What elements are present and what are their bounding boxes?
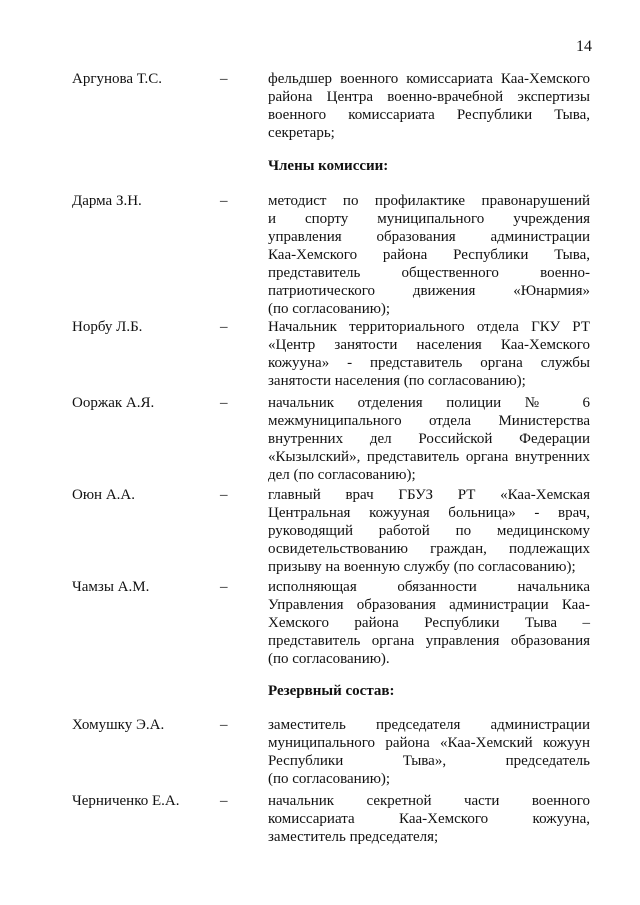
description-line: главный врач ГБУЗ РТ «Каа-Хемская [268,487,590,503]
person-name: Чамзы А.М. [72,579,150,595]
dash: – [220,717,228,733]
description-line: начальник секретной части военного [268,793,590,809]
description-line: (по согласованию); [268,771,391,787]
description-line: управления образования администрации [268,229,590,245]
description-line: и спорту муниципального учреждения [268,211,590,227]
description-line: руководящий работой по медицинскому [268,523,590,539]
person-description [268,578,590,668]
description-line: занятости населения (по согласованию); [268,373,526,389]
page-number: 14 [576,38,592,55]
description-line: освидетельствованию граждан, подлежащих [268,541,590,557]
dash: – [220,395,228,411]
person-name: Черниченко Е.А. [72,793,180,809]
description-line: «Центр занятости населения Каа-Хемского [268,337,590,353]
description-line: представитель общественного военно- [268,265,590,281]
description-line: (по согласованию). [268,651,390,667]
description-line: заместитель председателя; [268,829,439,845]
description-line: Управления образования администрации Каа- [268,597,590,613]
person-name: Аргунова Т.С. [72,71,162,87]
dash: – [220,319,228,335]
description-line: Хемского района Республики Тыва – [268,615,590,631]
description-line: секретарь; [268,125,335,141]
dash: – [220,71,228,87]
description-line: дел (по согласованию); [268,467,416,483]
description-line: призыву на военную службу (по согласованию); [268,559,576,575]
person-name: Хомушку Э.А. [72,717,165,733]
person-name: Оюн А.А. [72,487,135,503]
description-line: внутренних дел Российской Федерации [268,431,590,447]
person-description [268,486,590,576]
description-line: района Центра военно-врачебной экспертизы [268,89,590,105]
description-line: межмуниципального отдела Министерства [268,413,590,429]
person-description [268,192,590,318]
person-description [268,70,590,142]
description-line: военного комиссариата Республики Тыва, [268,107,590,123]
description-line: (по согласованию); [268,301,391,317]
person-description [268,394,590,484]
person-name: Дарма З.Н. [72,193,142,209]
description-line: методист по профилактике правонарушений [268,193,590,209]
description-line: исполняющая обязанности начальника [268,579,590,595]
description-line: начальник отделения полиции № 6 [268,395,590,411]
description-line: Республики Тыва», председатель [268,753,590,769]
reserve-heading: Резервный состав: [268,683,395,699]
description-line: Каа-Хемского района Республики Тыва, [268,247,590,263]
person-description [268,318,590,390]
description-line: заместитель председателя администрации [268,717,590,733]
dash: – [220,487,228,503]
dash: – [220,793,228,809]
members-heading: Члены комиссии: [268,158,389,174]
person-description [268,716,590,788]
description-line: патриотического движения «Юнармия» [268,283,590,299]
description-line: комиссариата Каа-Хемского кожууна, [268,811,590,827]
description-line: представитель органа управления образования [268,633,590,649]
description-line: Центральная кожууная больница» - врач, [268,505,590,521]
person-name: Норбу Л.Б. [72,319,143,335]
description-line: Начальник территориального отдела ГКУ РТ [268,319,590,335]
description-line: муниципального района «Каа-Хемский кожуун [268,735,590,751]
person-description [268,792,590,846]
description-line: кожууна» - представитель органа службы [268,355,590,371]
description-line: фельдшер военного комиссариата Каа-Хемского [268,71,590,87]
dash: – [220,193,228,209]
description-line: «Кызылский», представитель органа внутренних [268,449,590,465]
dash: – [220,579,228,595]
person-name: Ооржак А.Я. [72,395,155,411]
